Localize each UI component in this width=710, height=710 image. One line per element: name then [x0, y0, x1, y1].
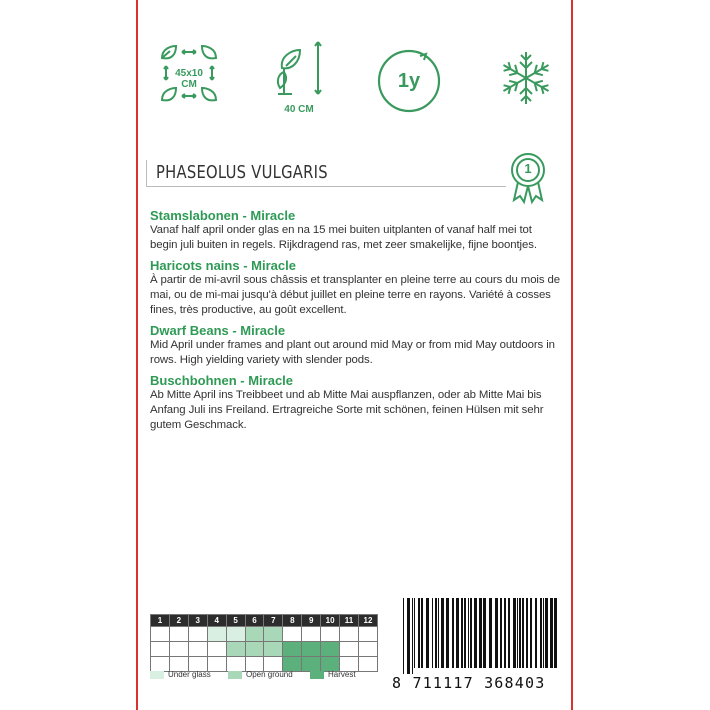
barcode-bar: [438, 598, 439, 668]
spacing-value: 45x10: [175, 68, 203, 79]
barcode-bar: [426, 598, 429, 668]
barcode-bar: [456, 598, 459, 668]
barcode-bar: [543, 598, 544, 668]
barcode-bar: [540, 598, 542, 668]
calendar-month-5: 5: [226, 615, 245, 627]
barcode-bar: [508, 598, 510, 668]
barcode-bar: [495, 598, 498, 668]
barcode-bar: [452, 598, 454, 668]
calendar-month-9: 9: [302, 615, 321, 627]
section-en: [150, 323, 560, 368]
barcode-bar: [403, 598, 404, 674]
legend-label: Open ground: [246, 670, 293, 679]
barcode-bar: [412, 598, 413, 674]
calendar-cell: [358, 627, 377, 642]
barcode-bar: [504, 598, 506, 668]
calendar-cell: [283, 642, 302, 657]
calendar-cell: [226, 627, 245, 642]
barcode: [401, 598, 561, 674]
height-label: 40 CM: [284, 104, 314, 115]
species-name: PHASEOLUS VULGARIS: [156, 162, 328, 183]
barcode-bar: [446, 598, 449, 668]
barcode-bar: [550, 598, 553, 668]
calendar-cell: [151, 627, 170, 642]
calendar-month-7: 7: [264, 615, 283, 627]
species-divider-tick: [146, 160, 147, 186]
calendar-month-12: 12: [358, 615, 377, 627]
barcode-bar: [554, 598, 557, 668]
calendar-month-10: 10: [321, 615, 340, 627]
section-title: Dwarf Beans - Miracle: [150, 323, 286, 338]
calendar-cell: [321, 627, 340, 642]
barcode-bar: [470, 598, 472, 668]
barcode-bar: [500, 598, 502, 668]
calendar-month-2: 2: [169, 615, 188, 627]
barcode-digits: 8 711117 368403: [392, 674, 546, 692]
legend-swatch: [228, 671, 242, 679]
calendar-month-11: 11: [340, 615, 359, 627]
barcode-bar: [545, 598, 548, 668]
calendar-cell: [264, 627, 283, 642]
calendar-cell: [358, 642, 377, 657]
calendar-cell: [302, 642, 321, 657]
calendar-cell: [302, 627, 321, 642]
section-fr: [150, 258, 560, 318]
legend-swatch: [150, 671, 164, 679]
barcode-bar: [421, 598, 423, 668]
barcode-bar: [530, 598, 532, 668]
calendar-cell: [207, 642, 226, 657]
barcode-bar: [464, 598, 466, 668]
legend-label: Under glass: [168, 670, 211, 679]
calendar-cell: [169, 627, 188, 642]
barcode-bar: [474, 598, 477, 668]
calendar-cell: [169, 642, 188, 657]
section-text: Vanaf half april onder glas en na 15 mei buiten uitplanten of vanaf half mei tot begin juli buiten in regels. Rijkdragend ras, met zeer smakelijke, fijne boontjes.: [150, 224, 537, 251]
spacing-unit: CM: [181, 79, 197, 90]
calendar-cell: [188, 642, 207, 657]
calendar-table: [150, 614, 378, 672]
description-sections: [150, 208, 560, 438]
calendar-cell: [207, 627, 226, 642]
barcode-bar: [418, 598, 420, 668]
barcode-bar: [535, 598, 537, 668]
calendar-cell: [264, 642, 283, 657]
legend-harvest: [310, 670, 356, 679]
lifecycle-label: 1y: [397, 70, 421, 92]
barcode-bar: [441, 598, 444, 668]
calendar-cell: [151, 642, 170, 657]
barcode-bar: [517, 598, 518, 668]
section-text: Mid April under frames and plant out around mid May or from mid May outdoors in rows. High yielding variety with slender pods.: [150, 339, 555, 366]
calendar-month-3: 3: [188, 615, 207, 627]
calendar-cell: [226, 642, 245, 657]
barcode-bar: [522, 598, 524, 668]
calendar-month-1: 1: [151, 615, 170, 627]
section-nl: [150, 208, 560, 253]
section-title: Buschbohnen - Miracle: [150, 373, 294, 388]
legend-swatch: [310, 671, 324, 679]
barcode-bar: [432, 598, 433, 668]
section-text: Ab Mitte April ins Treibbeet und ab Mitte Mai auspflanzen, oder ab Mitte Mai bis Anfang Juli ins Freiland. Ertragreiche Sorte mit schönen, feinen Hülsen mit sehr gutem Geschmack.: [150, 389, 544, 431]
medal-number: 1: [524, 161, 532, 176]
calendar-row: [151, 642, 378, 657]
calendar-month-6: 6: [245, 615, 264, 627]
section-title: Stamslabonen - Miracle: [150, 208, 296, 223]
barcode-bar: [526, 598, 528, 668]
calendar-cell: [340, 627, 359, 642]
calendar-cell: [283, 627, 302, 642]
plant-height-icon: [274, 38, 334, 108]
sowing-calendar: [150, 614, 378, 672]
section-de: [150, 373, 560, 433]
barcode-bar: [461, 598, 463, 668]
calendar-month-4: 4: [207, 615, 226, 627]
barcode-bar: [468, 598, 469, 668]
section-text: À partir de mi-avril sous châssis et transplanter en pleine terre au cours du mois de mai, ou de mi-mai jusqu'à début juillet en pleine terre en rayons. Variété à cosses fines, très productive, au goût excellent.: [150, 274, 560, 316]
barcode-bar: [483, 598, 486, 668]
legend-open-ground: [228, 670, 293, 679]
barcode-bar: [407, 598, 410, 674]
snowflake-icon: [496, 48, 556, 108]
species-underline: [146, 186, 506, 187]
calendar-month-8: 8: [283, 615, 302, 627]
spacing-label: [168, 68, 210, 90]
barcode-bar: [513, 598, 516, 668]
legend-under-glass: [150, 670, 211, 679]
calendar-cell: [245, 627, 264, 642]
calendar-cell: [245, 642, 264, 657]
calendar-row: [151, 627, 378, 642]
calendar-cell: [188, 627, 207, 642]
calendar-cell: [321, 642, 340, 657]
calendar-cell: [340, 642, 359, 657]
seed-packet-back: [138, 0, 571, 710]
icon-row: [138, 38, 571, 128]
barcode-bar: [414, 598, 415, 668]
calendar-cell: [358, 657, 377, 672]
section-title: Haricots nains - Miracle: [150, 258, 296, 273]
barcode-bar: [479, 598, 482, 668]
legend-label: Harvest: [328, 670, 356, 679]
medal-rosette-icon: [506, 150, 550, 211]
barcode-bar: [489, 598, 492, 668]
packet-right-edge: [571, 0, 573, 710]
barcode-bar: [519, 598, 521, 668]
barcode-bar: [435, 598, 437, 668]
